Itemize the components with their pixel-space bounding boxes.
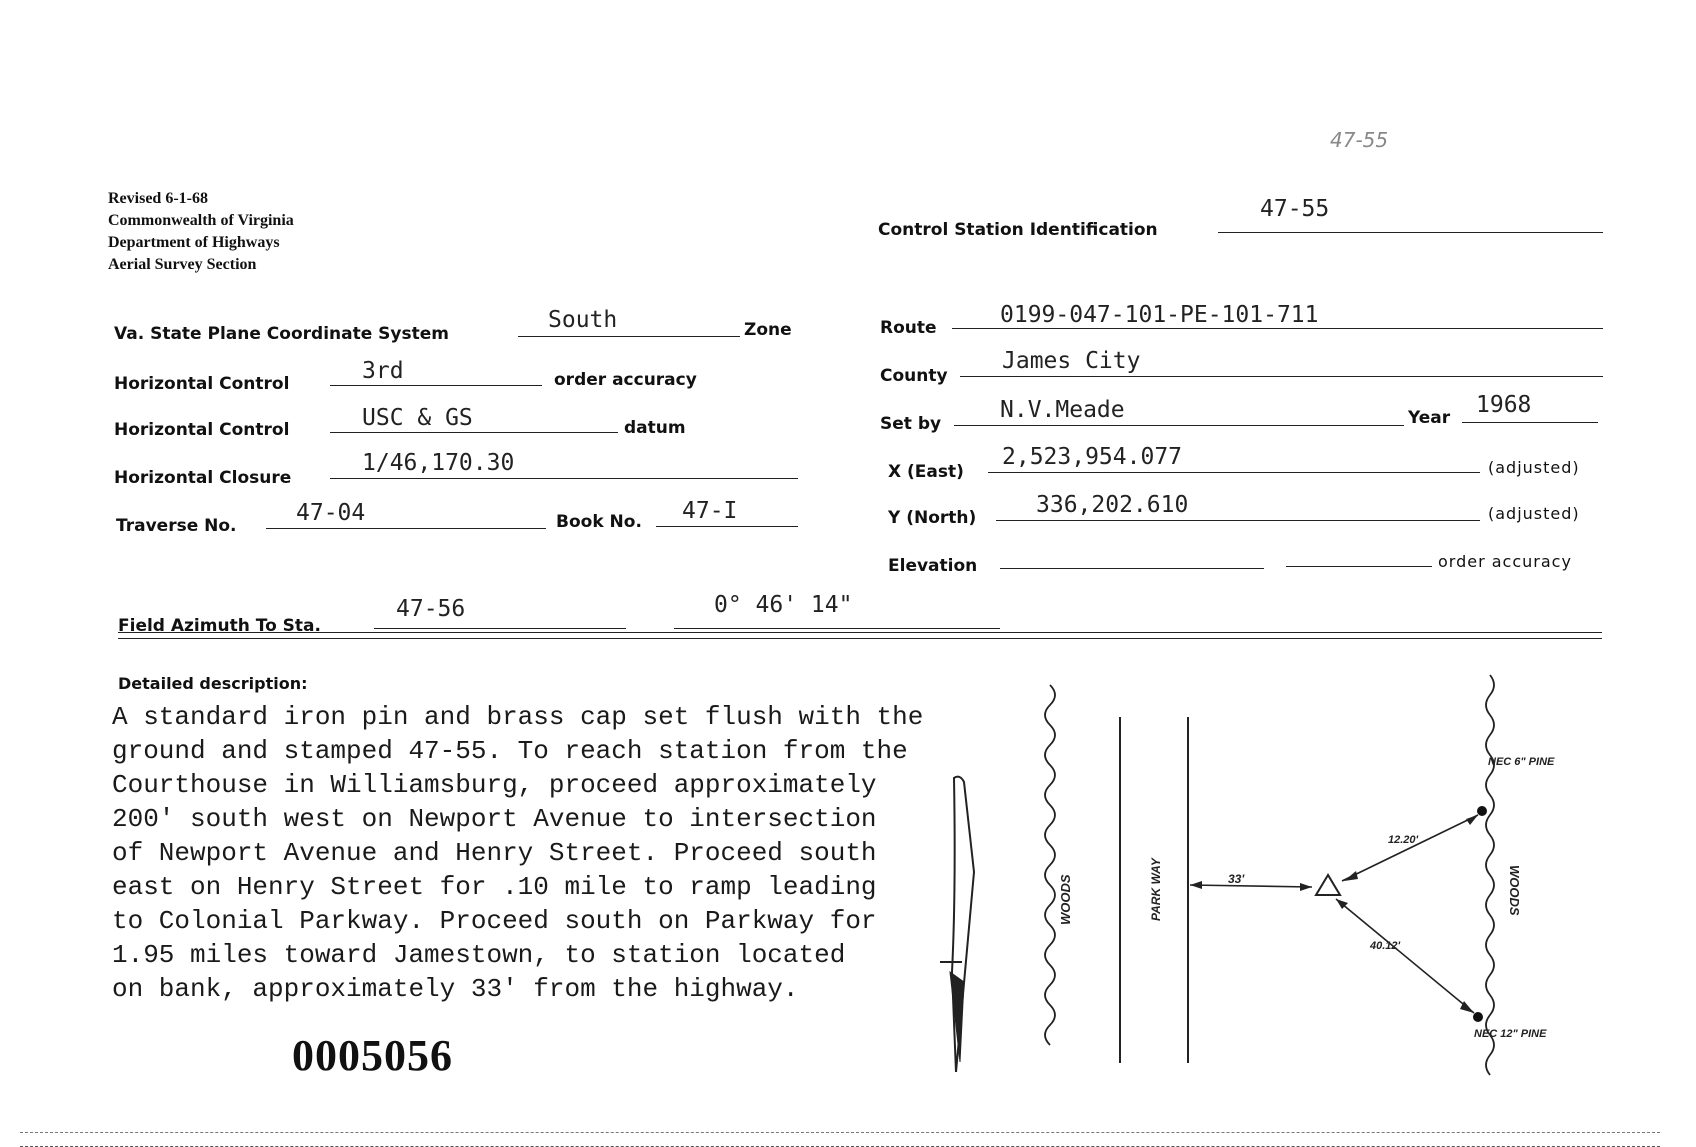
description-text [112, 700, 992, 1006]
horizontal-closure-label: Horizontal Closure [114, 468, 292, 488]
description-line: to Colonial Parkway. Proceed south on Parkway for [112, 906, 877, 936]
description-line: on bank, approximately 33' from the highway. [112, 974, 799, 1004]
description-line: ground and stamped 47-55. To reach station from the [112, 736, 908, 766]
datum-line [330, 432, 618, 433]
section-name: Aerial Survey Section [108, 256, 257, 273]
coord-system-value: South [548, 307, 618, 333]
route-value: 0199-047-101-PE-101-711 [1000, 302, 1319, 328]
field-azimuth-value: 0° 46' 14" [714, 592, 853, 618]
control-station-label: Control Station Identification [878, 220, 1158, 240]
horizontal-control-accuracy-label: Horizontal Control [114, 374, 290, 394]
x-east-line [988, 472, 1480, 473]
department-name: Department of Highways [108, 234, 280, 251]
parkway-label: PARK WAY [1149, 858, 1163, 921]
traverse-line [266, 528, 546, 529]
order-accuracy-line [330, 385, 542, 386]
pine-marker-bottom [1473, 1012, 1483, 1022]
book-line [656, 526, 798, 527]
horizontal-closure-line [330, 478, 798, 479]
elevation-line [1000, 568, 1264, 569]
field-azimuth-value-line [674, 628, 1000, 629]
description-line: east on Henry Street for .10 mile to ramp leading [112, 872, 877, 902]
section-divider-bottom [118, 638, 1602, 639]
woods-left-label: WOODS [1058, 874, 1073, 925]
description-line: A standard iron pin and brass cap set flush with the [112, 702, 924, 732]
order-accuracy-label: order accuracy [554, 370, 697, 390]
order-accuracy-value: 3rd [362, 358, 404, 384]
county-label: County [880, 366, 948, 386]
x-east-value: 2,523,954.077 [1002, 444, 1183, 470]
y-north-line [996, 520, 1480, 521]
field-azimuth-station: 47-56 [396, 596, 466, 622]
x-east-label: X (East) [888, 462, 964, 482]
route-line [952, 328, 1603, 329]
location-sketch [990, 665, 1630, 1095]
stamp-number: 0005056 [292, 1031, 453, 1080]
dist-12-20-label: 12.20' [1388, 834, 1419, 846]
elevation-order-line [1286, 566, 1432, 567]
control-station-value: 47-55 [1260, 196, 1330, 222]
section-divider-top [118, 632, 1602, 633]
control-station-line [1218, 232, 1603, 233]
description-heading: Detailed description: [118, 674, 308, 693]
dist-33-label: 33' [1228, 872, 1245, 886]
top-scribble: 47-55 [1330, 128, 1389, 152]
year-value: 1968 [1476, 392, 1532, 418]
y-north-label: Y (North) [888, 508, 977, 528]
field-azimuth-label: Field Azimuth To Sta. [118, 616, 321, 636]
route-label: Route [880, 318, 937, 338]
x-adjusted-label: (adjusted) [1488, 458, 1580, 477]
woods-boundary-left [1045, 685, 1055, 1045]
horizontal-closure-value: 1/46,170.30 [362, 450, 515, 476]
elevation-order-label: order accuracy [1438, 552, 1572, 571]
pine-marker-top [1477, 806, 1487, 816]
field-azimuth-station-line [374, 628, 626, 629]
scan-edge-line-bottom [20, 1132, 1660, 1133]
traverse-label: Traverse No. [116, 516, 237, 536]
zone-label: Zone [744, 320, 792, 340]
elevation-label: Elevation [888, 556, 978, 576]
book-value: 47-I [682, 498, 738, 524]
coord-system-line [518, 336, 740, 337]
north-arrow-icon [930, 772, 994, 1072]
y-north-value: 336,202.610 [1036, 492, 1189, 518]
woods-boundary-right [1486, 675, 1494, 1075]
traverse-value: 47-04 [296, 500, 366, 526]
datum-label: datum [624, 418, 686, 438]
datum-value: USC & GS [362, 405, 473, 431]
horizontal-control-datum-label: Horizontal Control [114, 420, 290, 440]
set-by-label: Set by [880, 414, 942, 434]
description-line: of Newport Avenue and Henry Street. Proceed south [112, 838, 877, 868]
county-line [960, 376, 1603, 377]
description-line: 1.95 miles toward Jamestown, to station located [112, 940, 846, 970]
station-triangle-icon [1316, 875, 1340, 895]
commonwealth-name: Commonwealth of Virginia [108, 212, 294, 229]
set-by-value: N.V.Meade [1000, 397, 1125, 423]
book-label: Book No. [556, 512, 642, 532]
year-line [1462, 422, 1598, 423]
county-value: James City [1002, 348, 1141, 374]
nec-bottom-label: NEC 12" PINE [1474, 1028, 1547, 1040]
set-by-line [954, 425, 1404, 426]
nec-top-label: NEC 6" PINE [1488, 756, 1555, 768]
y-adjusted-label: (adjusted) [1488, 504, 1580, 523]
dist-40-12-label: 40.12' [1370, 940, 1401, 952]
year-label: Year [1408, 408, 1451, 428]
woods-right-label: WOODS [1507, 865, 1522, 916]
description-line: Courthouse in Williamsburg, proceed approximately [112, 770, 877, 800]
revised-date: Revised 6-1-68 [108, 190, 208, 207]
coord-system-label: Va. State Plane Coordinate System [114, 324, 449, 344]
card-header [108, 188, 294, 276]
description-line: 200' south west on Newport Avenue to intersection [112, 804, 877, 834]
